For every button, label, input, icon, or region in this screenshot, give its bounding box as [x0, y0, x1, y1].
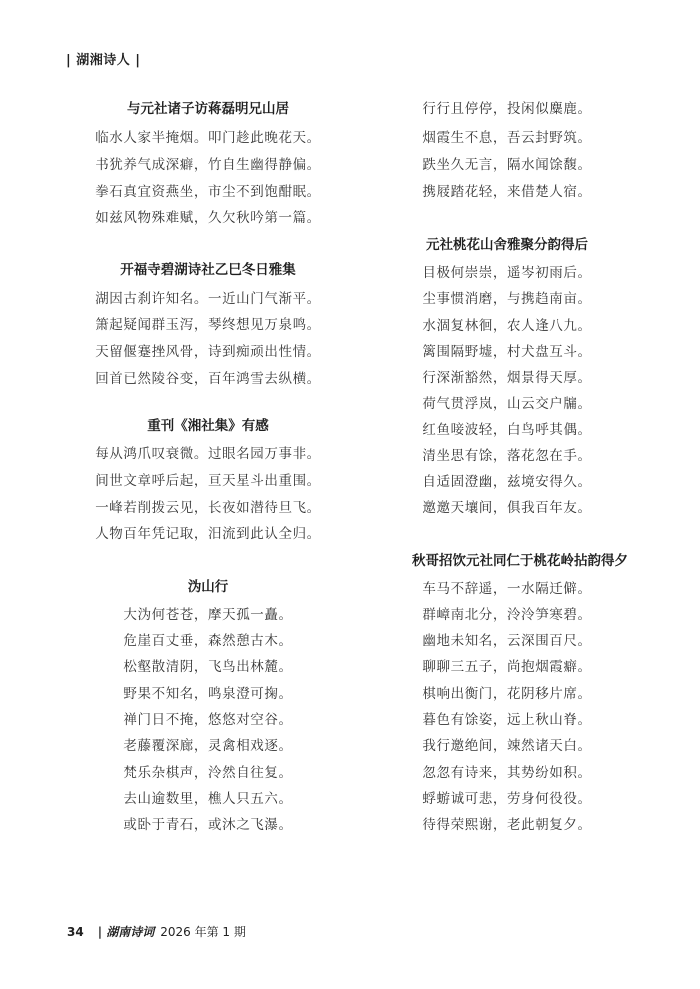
- poem-line: 携屐踏花轻，来借楚人宿。: [422, 184, 592, 200]
- poem-title: 重刊《湘社集》有感: [147, 418, 269, 434]
- poem-title: 开福寺碧湖诗社乙巳冬日雅集: [120, 262, 296, 278]
- poem-line: 或卧于青石，或沐之飞瀑。: [123, 817, 293, 833]
- poem-line: 蜉蝣诚可悲，劳身何役役。: [422, 791, 592, 807]
- poem-line: 一峰若削拨云见，长夜如潜待旦飞。: [95, 500, 321, 516]
- poem-line: 尘事惯消磨，与携趋南亩。: [422, 291, 592, 307]
- page-footer: [67, 923, 246, 940]
- poem-line: 如兹风物殊难赋，久欠秋吟第一篇。: [95, 210, 321, 226]
- poem-title: 沩山行: [187, 579, 229, 595]
- page-number: 34: [67, 925, 84, 939]
- poem-title: 元社桃花山舍雅聚分韵得后: [426, 237, 588, 253]
- poem-line: 拳石真宜资燕坐，市尘不到饱酣眠。: [95, 184, 321, 200]
- poem-line: 待得荣熙谢，老此朝复夕。: [422, 817, 592, 833]
- poem-line: 篱围隔野墟，村犬盘互斗。: [422, 344, 592, 360]
- poem-line: 暮色有馀姿，远上秋山脊。: [422, 712, 592, 728]
- poem-line: 自适固澄幽，兹境安得久。: [422, 474, 592, 490]
- poem-line: 棋响出衡门，花阴移片席。: [422, 686, 592, 702]
- poem-line: 人物百年凭记取，汨流到此认全归。: [95, 526, 321, 542]
- poem-line: 危崖百丈垂，森然憩古木。: [123, 633, 293, 649]
- poem-line: 大沩何苍苍，摩天孤一矗。: [123, 607, 293, 623]
- poem-line: 行行且停停，投闲似麋鹿。: [422, 101, 592, 117]
- poem-line: 烟霞生不息，吾云封野筑。: [422, 130, 592, 146]
- poem-line: 间世文章呼后起，亘天星斗出重围。: [95, 473, 321, 489]
- poem-line: 群嶂南北分，泠泠笋寒碧。: [422, 607, 592, 623]
- poem-line: 跌坐久无言，隔水闻馀馥。: [422, 157, 592, 173]
- poem-line: 临水人家半掩烟。叩门趁此晚花天。: [95, 130, 321, 146]
- poem-line: 每从鸿爪叹衰微。过眼名园万事非。: [95, 446, 321, 462]
- poem-line: 老藤覆深廊，灵禽相戏逐。: [123, 738, 293, 754]
- poem-title: 与元社诸子访蒋磊明兄山居: [127, 101, 289, 117]
- poem-line: 荷气贯浮岚，山云交户牖。: [422, 396, 592, 412]
- poem-line: 清坐思有馀，落花忽在手。: [422, 448, 592, 464]
- poem-line: 梵乐杂棋声，泠然自往复。: [123, 765, 293, 781]
- poem-line: 箫起疑闻群玉泻，琴终想见万泉鸣。: [95, 317, 321, 333]
- poem-line: 回首已然陵谷变，百年鸿雪去纵横。: [95, 371, 321, 387]
- poem-title: 秋哥招饮元社同仁于桃花岭拈韵得夕: [412, 553, 628, 569]
- poem-line: 忽忽有诗来，其势纷如积。: [422, 765, 592, 781]
- poem-line: 松壑散清阴，飞鸟出林麓。: [123, 659, 293, 675]
- poem-line: 目极何崇崇，遥岑初雨后。: [422, 265, 592, 281]
- section-header: | 湖湘诗人 |: [66, 53, 141, 68]
- poem-line: 禅门日不掩，悠悠对空谷。: [123, 712, 293, 728]
- poem-line: 书犹养气成深癖，竹自生幽得静偏。: [95, 157, 321, 173]
- poem-line: 红鱼唼波轻，白鸟呼其偶。: [422, 422, 592, 438]
- poem-line: 水涸复林徊，农人逢八九。: [422, 318, 592, 334]
- poem-line: 邀邀天壤间，俱我百年友。: [422, 500, 592, 516]
- poem-line: 聊聊三五子，尚抱烟霞癖。: [422, 659, 592, 675]
- poem-line: 幽地未知名，云深围百尺。: [422, 633, 592, 649]
- poem-line: 车马不辞遥，一水隔迁僻。: [422, 581, 592, 597]
- poem-line: 去山逾数里，樵人只五六。: [123, 791, 293, 807]
- poem-line: 行深渐豁然，烟景得天厚。: [422, 370, 592, 386]
- poem-line: 湖因古刹许知名。一近山门气渐平。: [95, 291, 321, 307]
- issue-label: 2026 年第 1 期: [160, 925, 246, 939]
- poem-line: 天留偃蹇挫风骨，诗到痴顽出性情。: [95, 344, 321, 360]
- magazine-title: | 湖南诗词: [97, 925, 155, 939]
- poem-line: 野果不知名，鸣泉澄可掬。: [123, 686, 293, 702]
- poem-line: 我行邀绝间，竦然诸天白。: [422, 738, 592, 754]
